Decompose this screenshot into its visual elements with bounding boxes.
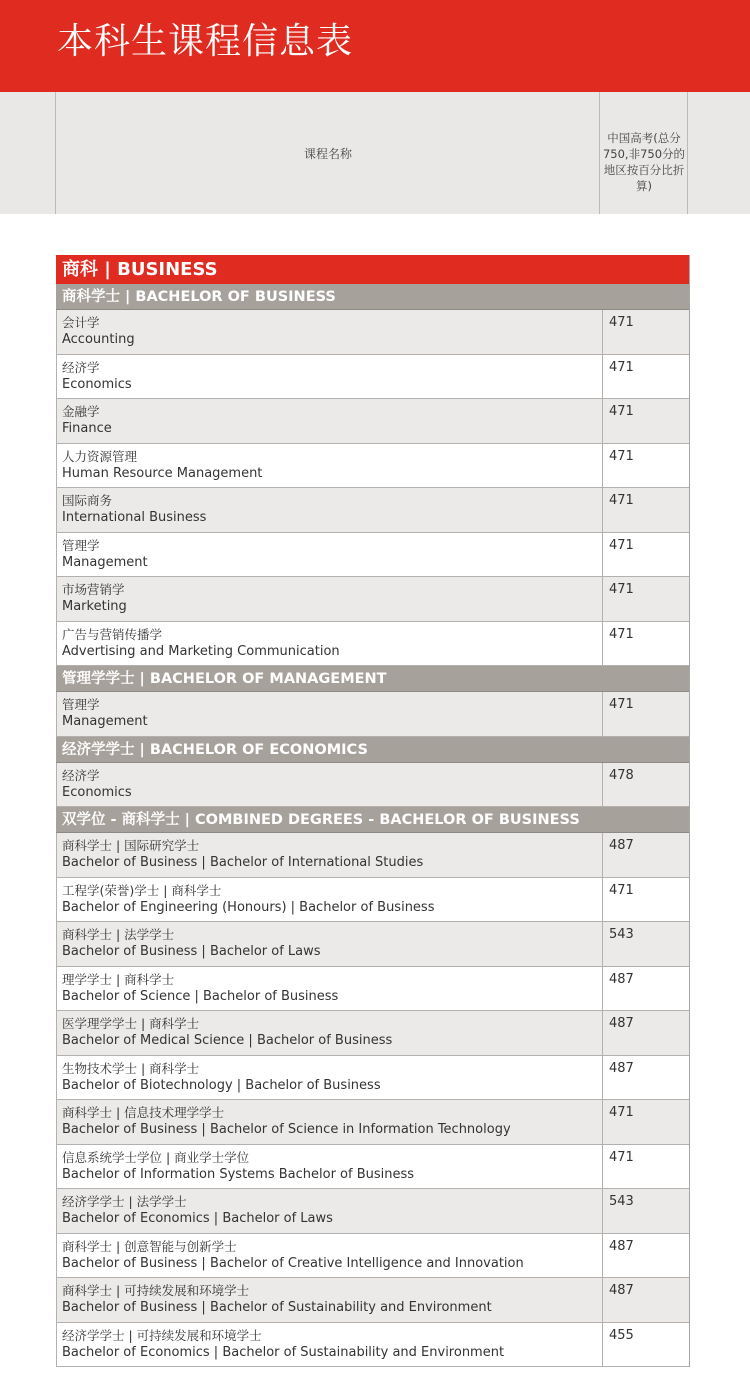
table-row [56, 355, 689, 400]
course-name-cell [57, 355, 603, 399]
gaokao-score-cell: 543 [609, 1194, 634, 1209]
course-name-en: Bachelor of Biotechnology | Bachelor of Business [62, 1077, 381, 1093]
course-name-en: Bachelor of Business | Bachelor of International Studies [62, 855, 424, 870]
gaokao-score-cell: 471 [609, 537, 634, 553]
gaokao-score-cell: 471 [609, 582, 634, 597]
course-name-en: Bachelor of Science | Bachelor of Business [62, 988, 339, 1004]
gaokao-score-cell: 471 [609, 448, 634, 464]
course-name-cn: 商科学士 | 国际研究学士 [62, 838, 200, 853]
table-row [56, 399, 689, 444]
table-row [56, 1189, 689, 1234]
table-row [56, 878, 689, 923]
course-name-cn: 会计学 [62, 315, 100, 330]
course-name-cell [57, 878, 603, 922]
course-name-en: International Business [62, 510, 207, 525]
table-row [56, 1011, 689, 1056]
gaokao-score-cell: 471 [609, 315, 634, 330]
table-row [56, 622, 689, 667]
course-name-en: Bachelor of Information Systems Bachelor of Business [62, 1166, 415, 1182]
course-name-cell [57, 622, 603, 666]
course-name-cn: 金融学 [62, 404, 100, 419]
course-name-cn: 商科学士 | 法学学士 [62, 927, 175, 942]
table-row [56, 1145, 689, 1190]
course-name-en: Bachelor of Engineering (Honours) | Bachelor of Business [62, 899, 435, 915]
course-name-en: Bachelor of Medical Science | Bachelor of Business [62, 1033, 393, 1048]
course-name-cell [57, 692, 603, 736]
course-name-cell [57, 833, 603, 877]
table-row [56, 967, 689, 1012]
course-name-en: Human Resource Management [62, 465, 263, 481]
table-row [56, 310, 689, 355]
gaokao-score-cell: 487 [609, 1016, 634, 1031]
table-row [56, 763, 689, 808]
title-bar [0, 0, 750, 92]
table-row [56, 922, 689, 967]
course-name-en: Bachelor of Economics | Bachelor of Sustainability and Environment [62, 1344, 505, 1360]
table-row [56, 692, 689, 737]
course-name-cn: 国际商务 [62, 493, 113, 508]
course-name-en: Bachelor of Business | Bachelor of Sustainability and Environment [62, 1300, 492, 1315]
course-name-cn: 商科学士 | 创意智能与创新学士 [62, 1238, 237, 1254]
course-name-cell [57, 1278, 603, 1322]
course-name-cell [57, 533, 603, 577]
course-name-cn: 医学理学学士 | 商科学士 [62, 1016, 200, 1031]
gaokao-score-cell: 487 [609, 971, 634, 987]
section-header: 双学位 - 商科学士 | COMBINED DEGREES - BACHELOR OF BUSINESS [56, 807, 689, 833]
course-name-en: Management [62, 714, 148, 729]
course-name-cn: 管理学 [62, 537, 100, 553]
course-name-en: Marketing [62, 599, 127, 614]
gaokao-score-cell: 478 [609, 767, 634, 783]
gaokao-score-cell: 471 [609, 404, 634, 419]
gaokao-score-cell: 471 [609, 626, 634, 642]
course-name-cell [57, 1100, 603, 1144]
course-name-cn: 市场营销学 [62, 582, 125, 597]
gaokao-score-cell: 487 [609, 1238, 634, 1254]
table-row [56, 1100, 689, 1145]
section-header: 管理学学士 | BACHELOR OF MANAGEMENT [56, 666, 689, 692]
course-name-cn: 管理学 [62, 697, 100, 712]
table-row [56, 1056, 689, 1101]
table-row [56, 488, 689, 533]
course-name-en: Advertising and Marketing Communication [62, 643, 340, 659]
table-row [56, 1234, 689, 1279]
course-name-cn: 经济学学士 | 可持续发展和环境学士 [62, 1327, 262, 1343]
table-row [56, 533, 689, 578]
course-name-cell [57, 967, 603, 1011]
course-name-en: Accounting [62, 332, 135, 347]
course-name-en: Bachelor of Business | Bachelor of Laws [62, 944, 321, 959]
course-name-cell [57, 922, 603, 966]
gaokao-score-cell: 471 [609, 1149, 634, 1165]
course-name-cn: 信息系统学士学位 | 商业学士学位 [62, 1149, 250, 1165]
course-name-en: Management [62, 554, 148, 570]
course-name-cn: 经济学 [62, 359, 100, 375]
page-title: 本科生课程信息表 [57, 21, 354, 62]
gaokao-score-cell: 543 [609, 927, 634, 942]
course-name-cell [57, 1056, 603, 1100]
section-header: 经济学学士 | BACHELOR OF ECONOMICS [56, 737, 689, 763]
course-name-cn: 广告与营销传播学 [62, 626, 163, 642]
course-name-cell [57, 1323, 603, 1367]
table-row [56, 444, 689, 489]
course-name-cell [57, 1189, 603, 1233]
course-name-cn: 商科学士 | 可持续发展和环境学士 [62, 1283, 250, 1298]
course-name-cell [57, 1234, 603, 1278]
course-table [56, 255, 690, 1367]
course-name-cn: 商科学士 | 信息技术理学学士 [62, 1105, 225, 1120]
course-name-cell [57, 399, 603, 443]
course-name-cell [57, 444, 603, 488]
course-name-cn: 经济学学士 | 法学学士 [62, 1194, 187, 1209]
course-name-cn: 生物技术学士 | 商科学士 [62, 1060, 200, 1076]
course-name-cell [57, 310, 603, 354]
course-name-cn: 人力资源管理 [62, 448, 138, 464]
course-name-cell [57, 1145, 603, 1189]
course-name-en: Finance [62, 421, 112, 436]
gaokao-score-cell: 487 [609, 1060, 634, 1076]
header-gaokao-score: 中国高考(总分750,非750分的地区按百分比折算) [602, 131, 686, 193]
gaokao-score-cell: 471 [609, 493, 634, 508]
gaokao-score-cell: 471 [609, 1105, 634, 1120]
gaokao-score-cell: 455 [609, 1327, 634, 1343]
header-course-name: 课程名称 [303, 146, 352, 161]
table-row [56, 1278, 689, 1323]
course-name-cell [57, 763, 603, 807]
section-header: 商科学士 | BACHELOR OF BUSINESS [56, 284, 689, 310]
gaokao-score-cell: 471 [609, 359, 634, 375]
course-name-en: Economics [62, 784, 132, 800]
course-name-cell [57, 488, 603, 532]
course-name-en: Bachelor of Economics | Bachelor of Laws [62, 1211, 333, 1226]
course-name-cn: 理学学士 | 商科学士 [62, 971, 175, 987]
course-name-en: Bachelor of Business | Bachelor of Creative Intelligence and Innovation [62, 1255, 524, 1271]
course-name-cn: 工程学(荣誉)学士 | 商科学士 [62, 882, 222, 898]
course-name-en: Bachelor of Business | Bachelor of Science in Information Technology [62, 1122, 511, 1137]
table-row [56, 833, 689, 878]
course-name-en: Economics [62, 376, 132, 392]
course-name-cell [57, 1011, 603, 1055]
course-name-cell [57, 577, 603, 621]
category-header: 商科 | BUSINESS [56, 255, 689, 284]
course-name-cn: 经济学 [62, 767, 100, 783]
gaokao-score-cell: 487 [609, 838, 634, 853]
gaokao-score-cell: 471 [609, 882, 634, 898]
gaokao-score-cell: 471 [609, 697, 634, 712]
table-row [56, 577, 689, 622]
table-row [56, 1323, 689, 1368]
gaokao-score-cell: 487 [609, 1283, 634, 1298]
